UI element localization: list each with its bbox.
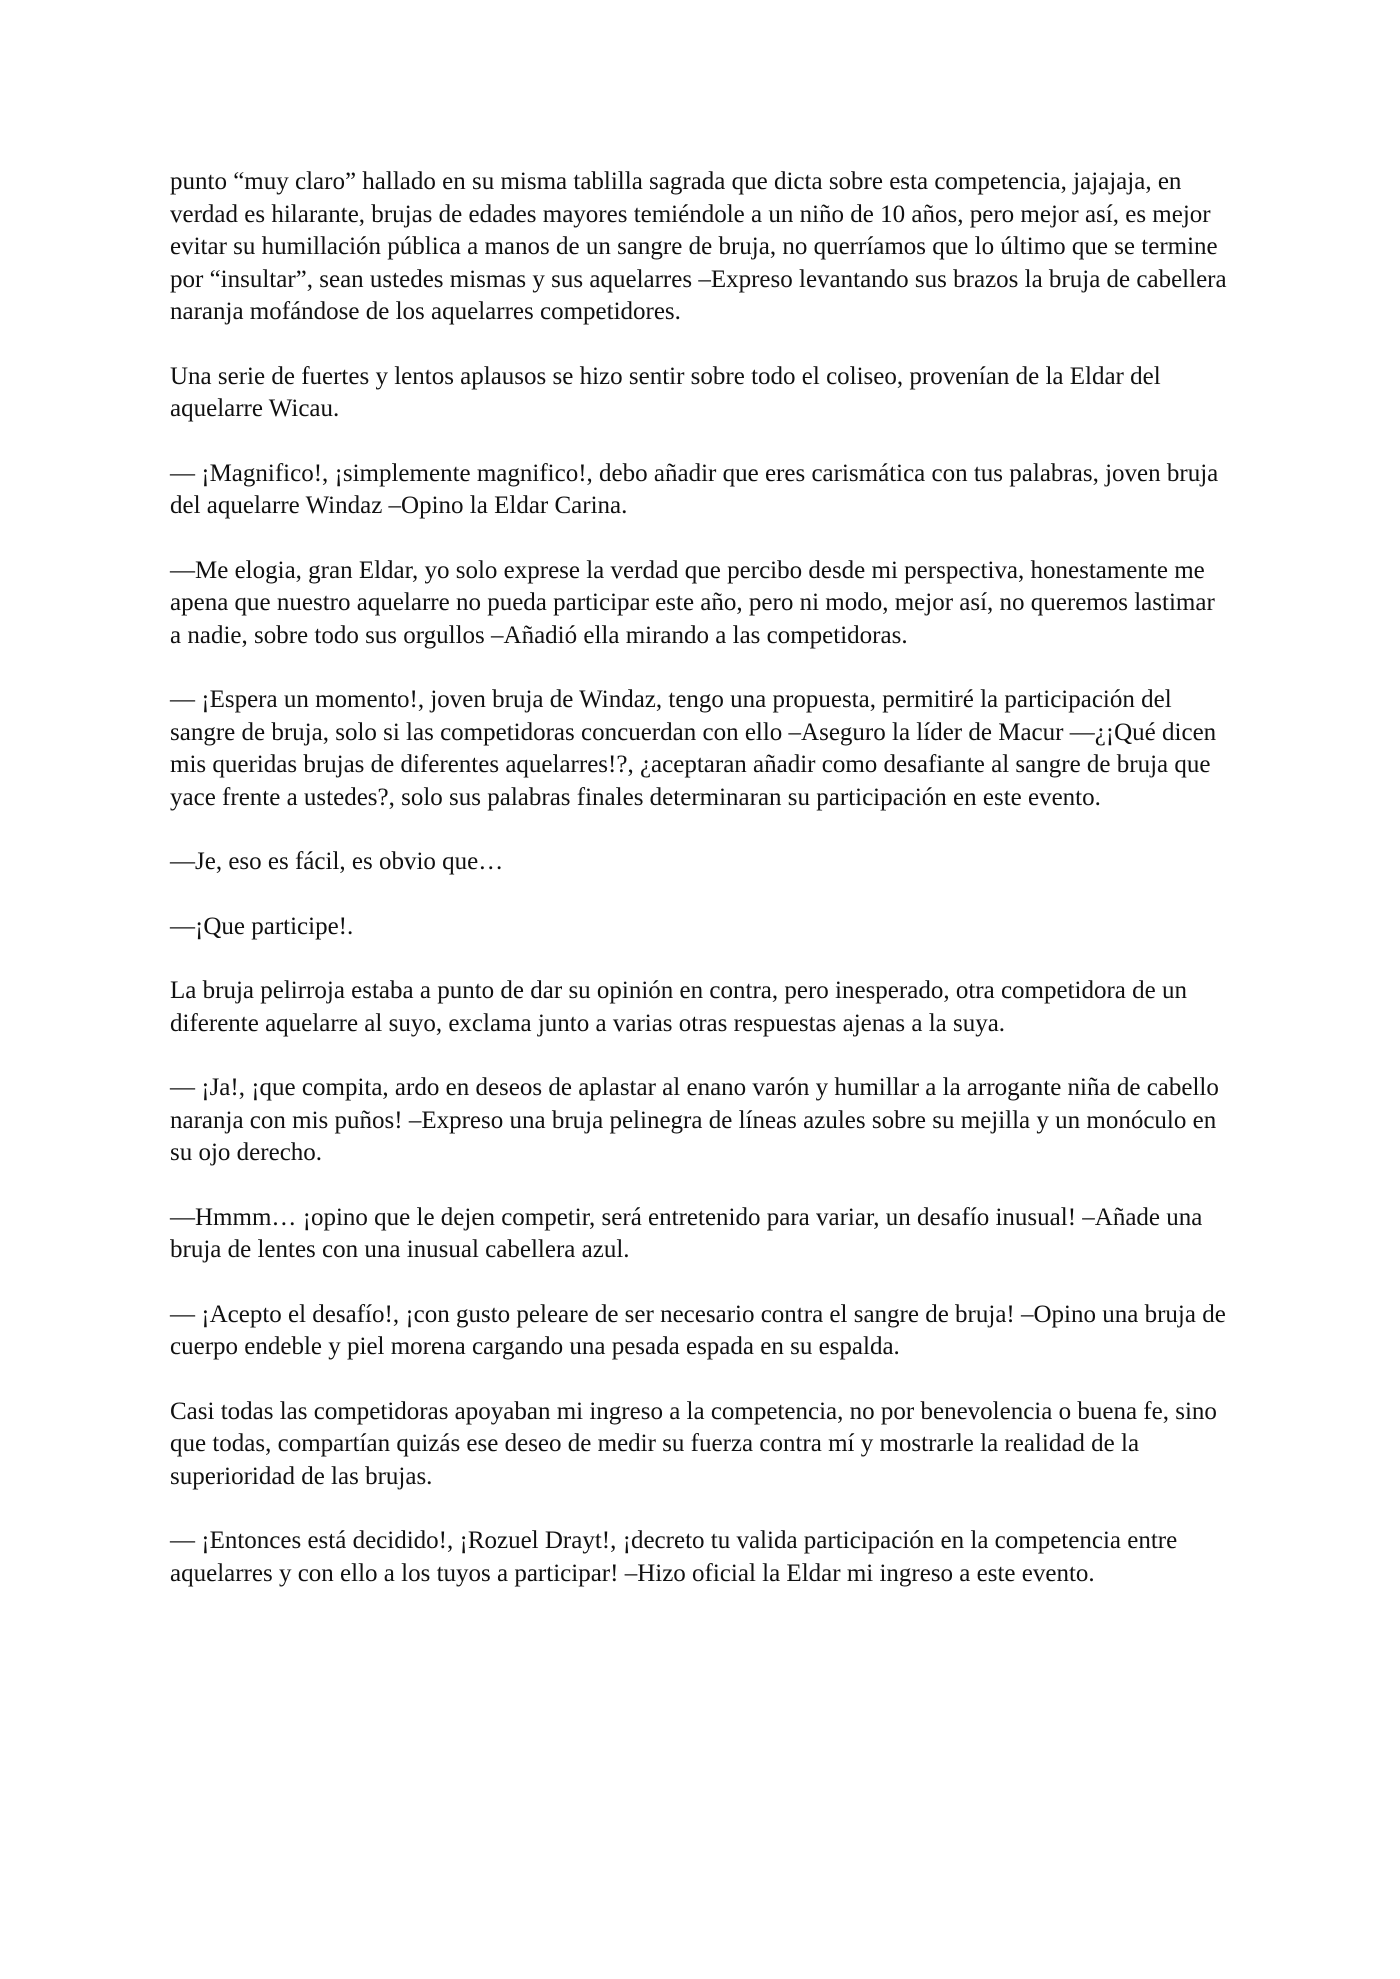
paragraph: — ¡Entonces está decidido!, ¡Rozuel Drayt!, ¡decreto tu valida participación en la competencia entre aquelarres y con ello a los tuyos a participar! –Hizo oficial la Eldar mi ingreso a este evento. (170, 1527, 1178, 1587)
paragraph: — ¡Espera un momento!, joven bruja de Windaz, tengo una propuesta, permitiré la participación del sangre de bruja, solo si las competidoras concuerdan con ello –Aseguro la líder de Macur —¿¡Qué dicen mis queridas brujas de diferentes aquelarres!?, ¿aceptaran añadir como desafiante al sangre de bruja que yace frente a ustedes?, solo sus palabras finales determinaran su participación en este evento. (170, 686, 1217, 811)
paragraph: —Je, eso es fácil, es obvio que… (170, 848, 504, 875)
paragraph: Casi todas las competidoras apoyaban mi ingreso a la competencia, no por benevolencia o buena fe, sino que todas, compartían quizás ese deseo de medir su fuerza contra mí y mostrarle la realidad de la superioridad de las brujas. (170, 1397, 1217, 1490)
paragraph: —¡Que participe!. (170, 912, 354, 940)
paragraph: — ¡Ja!, ¡que compita, ardo en deseos de aplastar al enano varón y humillar a la arrogante niña de cabello naranja con mis puños! –Expreso una bruja pelinegra de líneas azules sobre su mejilla y un monóculo en su ojo derecho. (170, 1074, 1219, 1166)
paragraph: —Me elogia, gran Eldar, yo solo exprese la verdad que percibo desde mi perspectiva, honestamente me apena que nuestro aquelarre no pueda participar este año, pero ni modo, mejor así, no queremos lastimar a nadie, sobre todo sus orgullos –Añadió ella mirando a las competidoras. (170, 556, 1215, 649)
paragraph: Una serie de fuertes y lentos aplausos se hizo sentir sobre todo el coliseo, provenían de la Eldar del aquelarre Wicau. (170, 362, 1161, 422)
paragraph: — ¡Magnifico!, ¡simplemente magnifico!, debo añadir que eres carismática con tus palabras, joven bruja del aquelarre Windaz –Opino la Eldar Carina. (170, 459, 1219, 519)
paragraph: —Hmmm… ¡opino que le dejen competir, será entretenido para variar, un desafío inusual! –Añade una bruja de lentes con una inusual cabellera azul. (170, 1203, 1203, 1263)
paragraph: punto “muy claro” hallado en su misma tablilla sagrada que dicta sobre esta competencia, jajajaja, en verdad es hilarante, brujas de edades mayores temiéndole a un niño de 10 años, pero mejor así, es mejor evitar su humillación pública a manos de un sangre de bruja, no querríamos que lo último que se termine por “insultar”, sean ustedes mismas y sus aquelarres –Expreso levantando sus brazos la bruja de cabellera naranja mofándose de los aquelarres competidores. (170, 168, 1227, 325)
document-body (170, 166, 1232, 1622)
paragraph: — ¡Acepto el desafío!, ¡con gusto peleare de ser necesario contra el sangre de bruja! –Opino una bruja de cuerpo endeble y piel morena cargando una pesada espada en su espalda. (170, 1300, 1226, 1360)
paragraph: La bruja pelirroja estaba a punto de dar su opinión en contra, pero inesperado, otra competidora de un diferente aquelarre al suyo, exclama junto a varias otras respuestas ajenas a la suya. (170, 977, 1187, 1037)
